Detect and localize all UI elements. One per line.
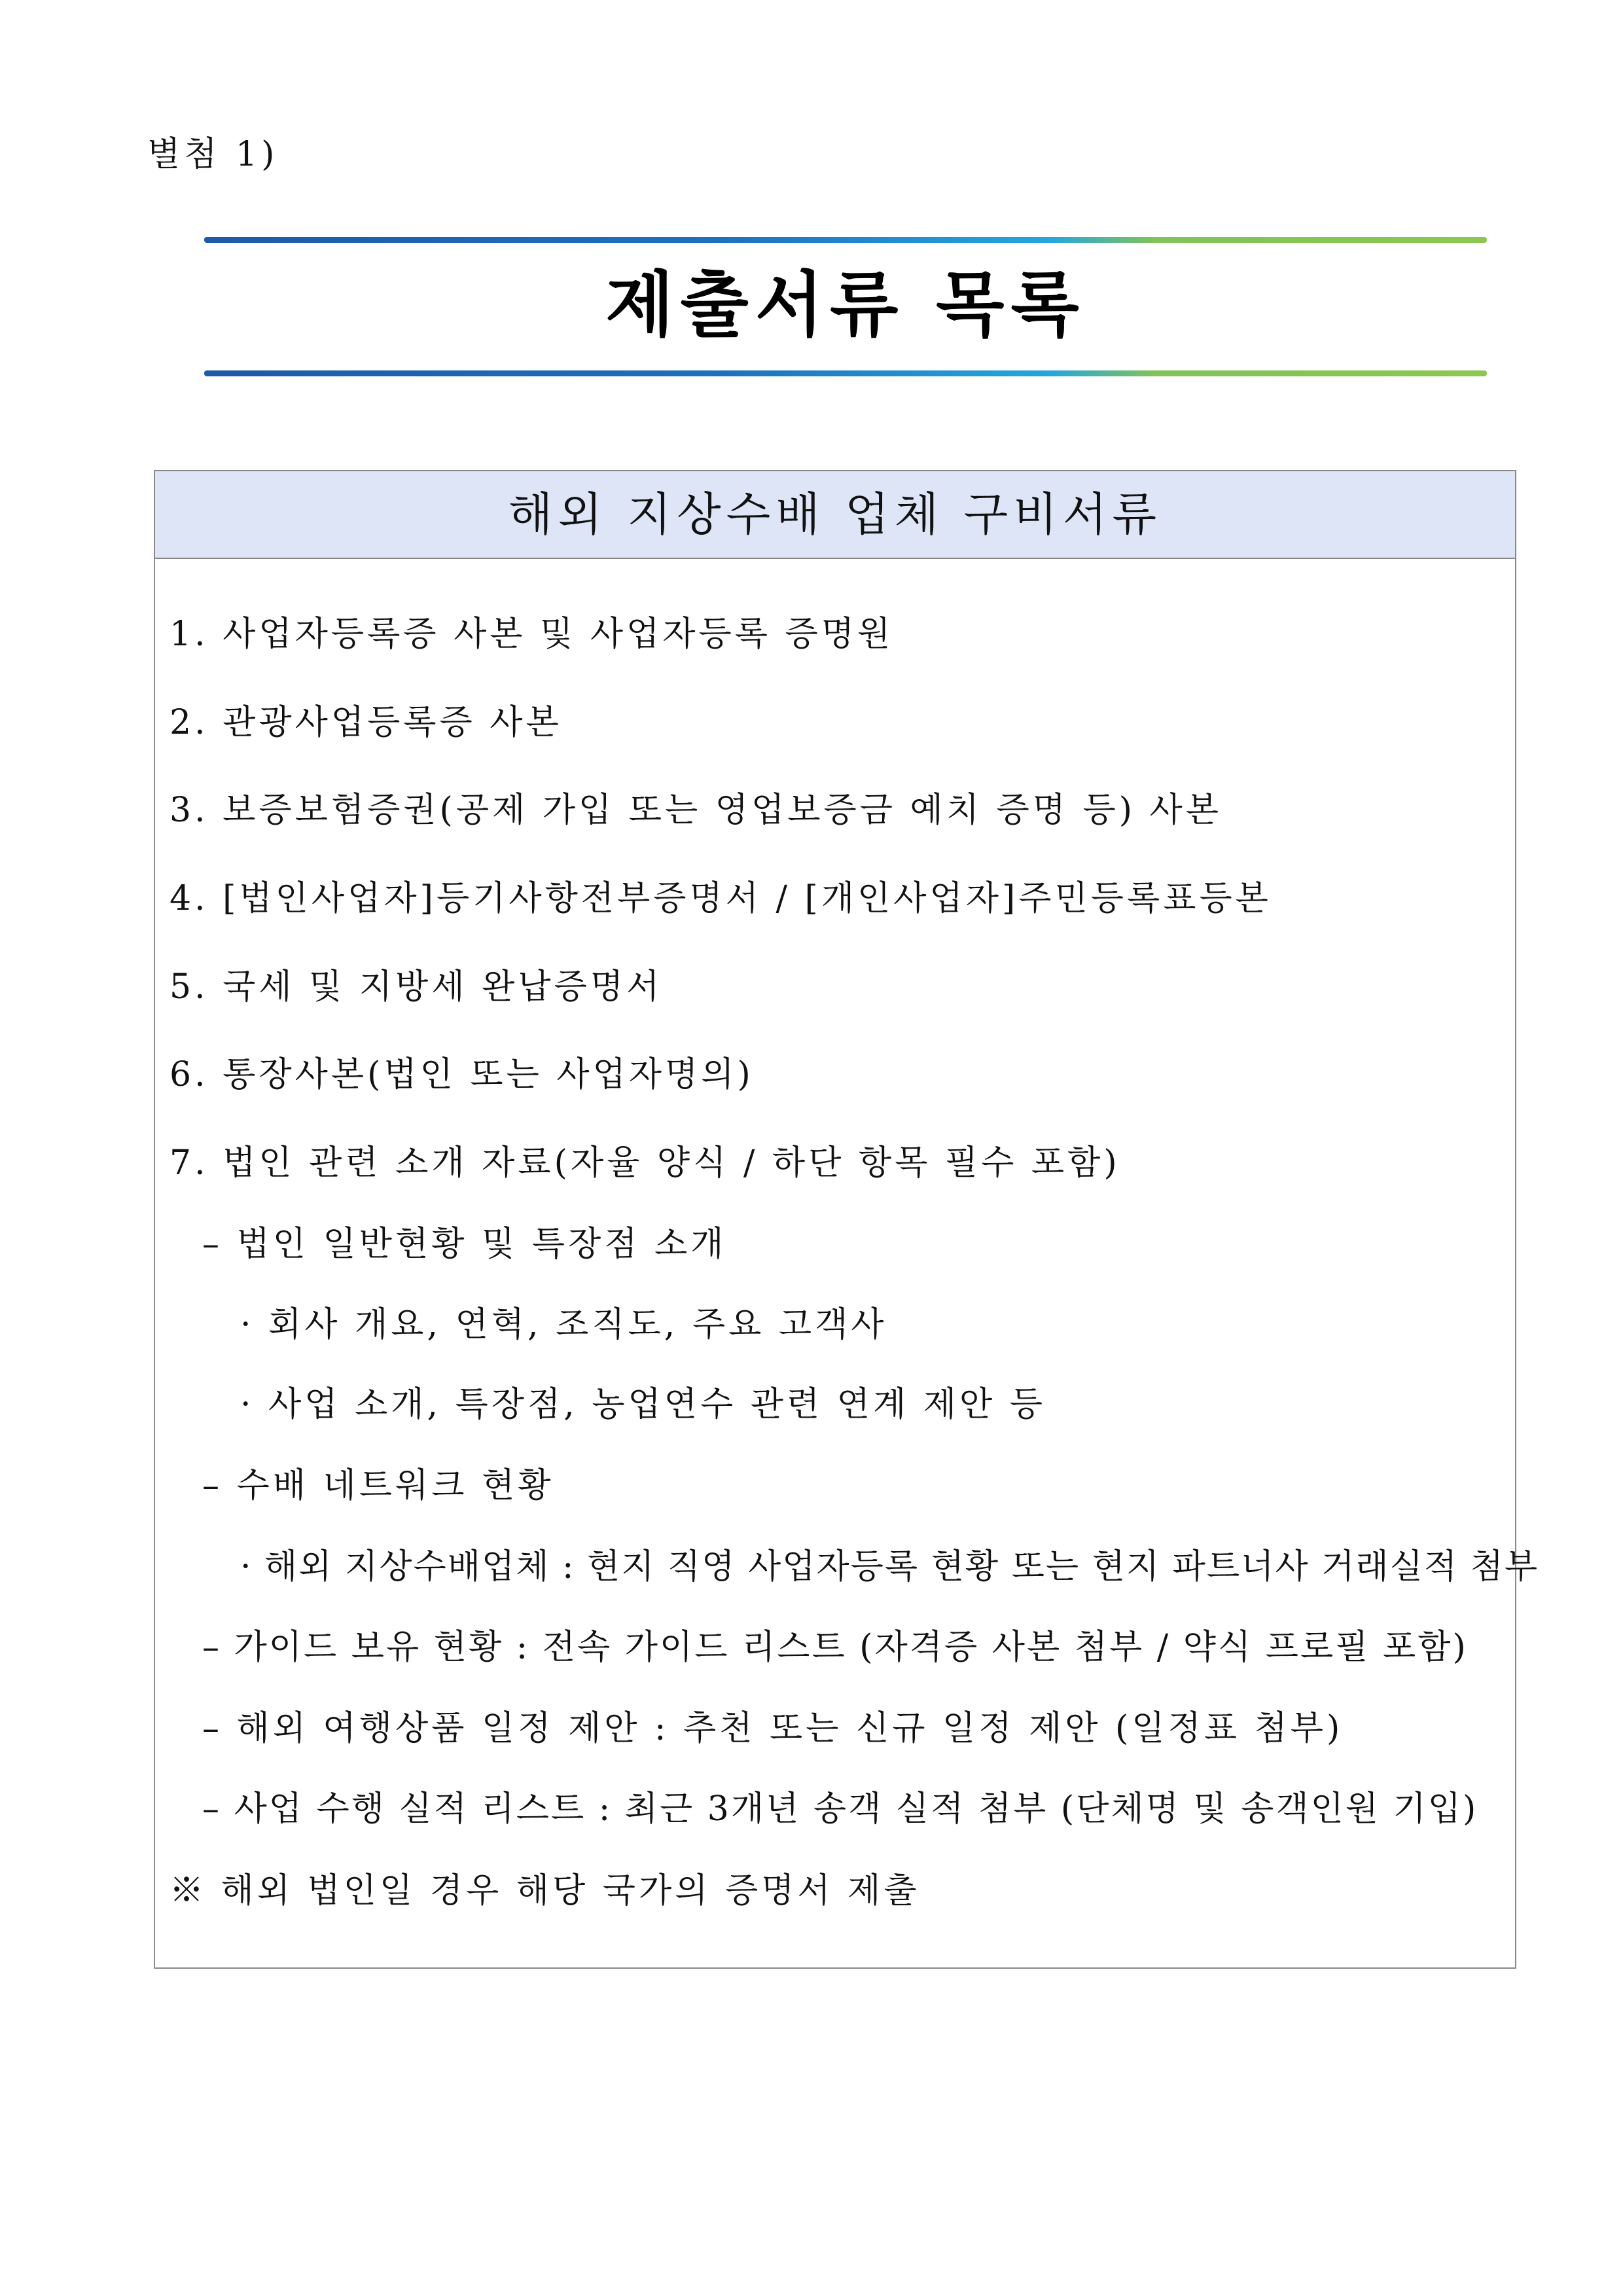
page-title: 제출서류 목록 — [605, 264, 1086, 346]
sub-detail-item: · 해외 지상수배업체 : 현지 직영 사업자등록 현황 또는 현지 파트너사 거래실적 첨부 — [240, 1547, 1539, 1587]
list-item: 2. 관광사업등록증 사본 — [169, 703, 562, 742]
sub-detail-item: · 회사 개요, 연혁, 조직도, 주요 고객사 — [240, 1305, 887, 1344]
attachment-label: 별첨 1) — [147, 135, 279, 174]
list-item: 5. 국세 및 지방세 완납증명서 — [169, 967, 663, 1007]
sub-detail-item: · 사업 소개, 특장점, 농업연수 관련 연계 제안 등 — [240, 1385, 1046, 1424]
document-list-box — [154, 470, 1539, 1969]
sub-item: – 법인 일반현황 및 특장점 소개 — [202, 1225, 727, 1264]
sub-item: – 해외 여행상품 일정 제안 : 추천 또는 신규 일정 제안 (일정표 첨부) — [202, 1709, 1344, 1748]
sub-item: – 수배 네트워크 현황 — [202, 1466, 554, 1505]
list-item: 6. 통장사본(법인 또는 사업자명의) — [169, 1055, 754, 1094]
list-item: 4. [법인사업자]등기사항전부증명서 / [개인사업자]주민등록표등본 — [169, 879, 1272, 918]
sub-item: – 가이드 보유 현황 : 전속 가이드 리스트 (자격증 사본 첨부 / 약식 프로필 포함) — [202, 1628, 1468, 1667]
list-item: 1. 사업자등록증 사본 및 사업자등록 증명원 — [169, 615, 894, 654]
note: ※ 해외 법인일 경우 해당 국가의 증명서 제출 — [169, 1871, 920, 1910]
box-header: 해외 지상수배 업체 구비서류 — [155, 471, 1515, 559]
sub-item: – 사업 수행 실적 리스트 : 최근 3개년 송객 실적 첨부 (단체명 및 송객인원 기입) — [202, 1789, 1478, 1829]
title-rule-bottom — [204, 370, 1487, 376]
list-item: 3. 보증보험증권(공제 가입 또는 영업보증금 예치 증명 등) 사본 — [169, 791, 1222, 830]
title-rule-top — [204, 237, 1487, 243]
list-item: 7. 법인 관련 소개 자료(자율 양식 / 하단 항목 필수 포함) — [169, 1143, 1120, 1183]
